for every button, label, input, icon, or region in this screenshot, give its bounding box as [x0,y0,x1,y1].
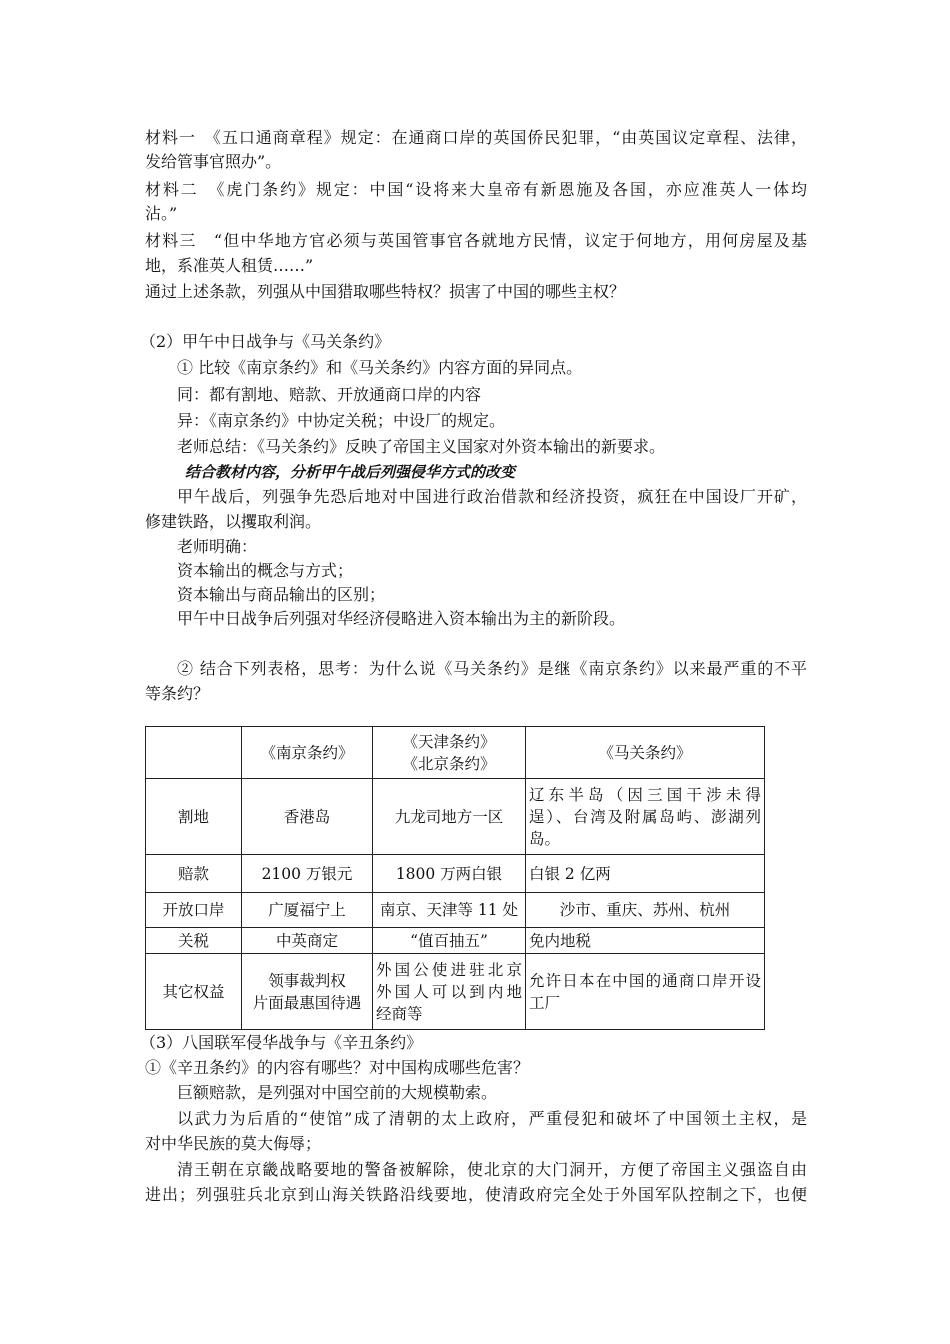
row-label: 其它权益 [146,954,242,1030]
cell-nanjing: 中英商定 [242,928,373,954]
material-two-line1: 材料二 《虎门条约》规定：中国“设将来大皇帝有新恩施及各国，亦应准英人一体均 [145,180,807,199]
cell-nanjing: 2100 万银元 [242,855,373,893]
cell-nanjing: 香港岛 [242,779,373,855]
section2-question2-line1: ② 结合下列表格，思考：为什么说《马关条约》是继《南京条约》以来最严重的不平 [177,659,807,678]
cell-maguan: 白银 2 亿两 [526,855,765,893]
material-one-line2: 发给管事官照办”。 [145,152,282,171]
cell-maguan [526,954,765,1030]
header-cell-maguan: 《马关条约》 [526,727,765,779]
cell-maguan-line2: 逞）、台湾及附属岛屿、澎湖列 [529,807,761,826]
cell-nanjing [242,954,373,1030]
cell-tianjin: “值百抽五” [373,928,526,954]
cell-tianjin: 九龙司地方一区 [373,779,526,855]
table-row [146,928,765,954]
cell-maguan: 沙市、重庆、苏州、杭州 [526,893,765,928]
section2-question1: ① 比较《南京条约》和《马关条约》内容方面的异同点。 [177,358,583,377]
cell-maguan-line3: 岛。 [529,829,561,848]
section3-question: ①《辛丑条约》的内容有哪些？对中国构成哪些危害？ [145,1058,530,1077]
material-three-line2: 地，系准英人租赁……” [145,256,314,275]
section2-summary: 老师总结：《马关条约》反映了帝国主义国家对外资本输出的新要求。 [177,437,666,456]
row-label: 开放口岸 [146,893,242,928]
cell-nanjing: 广厦福宁上 [242,893,373,928]
section2-same: 同：都有割地、赔款、开放通商口岸的内容 [177,385,482,404]
cell-tianjin-line1: 外国公使进驻北京 [376,960,522,979]
table-header-row [146,727,765,779]
table-row [146,893,765,928]
treaty-comparison-table [145,726,765,1030]
header-beijing: 《北京条约》 [402,754,496,773]
section3-para2-line2: 对中华民族的莫大侮辱； [145,1134,322,1153]
section2-teacher: 老师明确： [177,537,258,556]
section2-heading: （2）甲午中日战争与《马关条约》 [140,332,391,351]
header-cell-nanjing: 《南京条约》 [242,727,373,779]
table-row [146,779,765,855]
row-label: 赔款 [146,855,242,893]
cell-maguan-line1: 允许日本在中国的通商口岸开设 [529,971,761,990]
cell-tianjin-line2: 外国人可以到内地 [376,982,522,1001]
material-three-line1: 材料三 “但中华地方官必须与英国管事官各就地方民情，议定于何地方，用何房屋及基 [145,231,807,250]
cell-maguan-line1: 辽东半岛（因三国干涉未得 [529,785,761,804]
cell-tianjin: 南京、天津等 11 处 [373,893,526,928]
cell-tianjin: 1800 万两白银 [373,855,526,893]
row-label: 割地 [146,779,242,855]
section3-para2-line1: 以武力为后盾的“使馆”成了清朝的太上政府，严重侵犯和破坏了中国领土主权，是 [177,1109,807,1128]
materials-question: 通过上述条款，列强从中国猎取哪些特权？损害了中国的哪些主权？ [145,282,626,301]
section3-para1: 巨额赔款，是列强对中国空前的大规模勒索。 [177,1083,498,1102]
section2-para1-line1: 甲午战后，列强争先恐后地对中国进行政治借款和经济投资，疯狂在中国设厂开矿， [177,487,807,506]
cell-tianjin-line3: 经商等 [376,1004,423,1023]
table-row [146,954,765,1030]
section3-heading: （3）八国联军侵华战争与《辛丑条约》 [140,1033,423,1052]
section3-para3-line2: 进出；列强驻兵北京到山海关铁路沿线要地，使清政府完全处于外国军队控制之下，也便 [145,1185,807,1204]
cell-nanjing-line2: 片面最惠国待遇 [252,993,362,1012]
cell-nanjing-line1: 领事裁判权 [268,971,346,990]
header-tianjin: 《天津条约》 [402,732,496,751]
material-two-line2: 沾。” [145,204,178,223]
cell-tianjin [373,954,526,1030]
section2-question2-line2: 等条约？ [145,684,210,703]
header-cell-tianjin-beijing [373,727,526,779]
section2-bold-heading: 结合教材内容，分析甲午战后列强侵华方式的改变 [185,463,516,481]
section3-para3-line1: 清王朝在京畿战略要地的警备被解除，使北京的大门洞开，方便了帝国主义强盗自由 [177,1160,807,1179]
section2-para1-line2: 修建铁路，以攫取利润。 [145,512,322,531]
section2-diff: 异：《南京条约》中协定关税；中设厂的规定。 [177,411,506,430]
material-one-line1: 材料一 《五口通商章程》规定：在通商口岸的英国侨民犯罪，“由英国议定章程、法律， [145,128,807,147]
table-row [146,855,765,893]
cell-maguan-line2: 工厂 [529,993,561,1012]
cell-maguan: 免内地税 [526,928,765,954]
section2-point1: 资本输出的概念与方式； [177,561,354,580]
cell-maguan [526,779,765,855]
header-cell-empty [146,727,242,779]
section2-point3: 甲午中日战争后列强对华经济侵略进入资本输出为主的新阶段。 [177,609,626,628]
row-label: 关税 [146,928,242,954]
section2-point2: 资本输出与商品输出的区别； [177,585,386,604]
